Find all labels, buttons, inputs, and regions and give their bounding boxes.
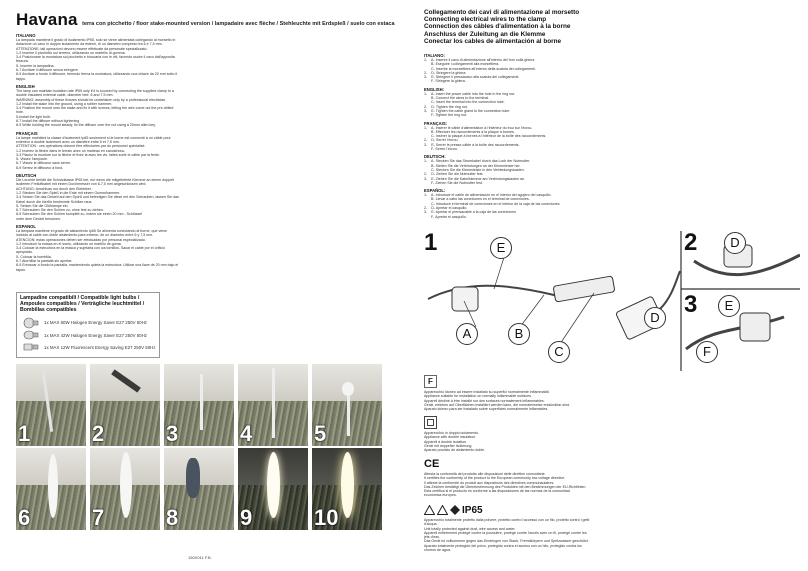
symbol-description-line: Appliance with double insulation. [424,435,477,440]
instruction-line: tappo. [16,76,26,81]
instruction-line: 2- D- Serrer l'écrou. [424,138,459,143]
connection-heading: Connection des câbles d'alimentation à la borne [424,23,571,31]
section-heading: FRANÇAIS [16,130,38,136]
connection-heading: Conectar los cables de alimentación al borne [424,37,562,45]
diagram-label-a: A [456,323,478,345]
symbol-description-line: jets d'eau. [424,535,441,540]
instruction-line: tapón. [16,267,26,272]
instruction-line: 3- E- Stringere il pressacavo alla scatola dei collegamenti. [424,75,520,80]
instruction-line: C- Introducir el terminal de conexiones en el interior de la caja de las conexiones. [424,201,561,206]
symbol-description-line: Apparecchio totalmente protetto dalla polvere, protetto contro l'accesso con un filo, protetto contro i getti [424,518,590,522]
instruction-line: 8-9 Serrez le diffuseur à fond. [16,165,64,170]
symbol-description-line: Appareil entièrement protégé contre la poussière, protégé contre l'accès avec un fil, protégé contre les [424,530,587,535]
double-insulation-icon [424,416,437,429]
step-number-2: 2 [92,421,105,446]
instruction-line: double insulated external cable, diameter betr. 6 and 7.5 mm. [16,93,114,98]
instruction-line: 6-7 Atornillar la pantalla sin apretar. [16,259,73,264]
symbol-description-line: Aparato idóneo para ser instalado sobre superficies normalmente inflamables. [424,407,549,412]
symbol-description-line: Esta certifica si el producto es conforme a las disposiciones de las normas de la comunidad [424,489,570,494]
step-photo-1 [16,364,86,446]
instruction-line: 5- Colocar la bombilla. [16,254,52,259]
flammable-surface-icon: F [424,375,437,388]
diagram-label-c: C [548,341,570,363]
symbol-description-line: Das Gerät ist vollkommen gegen das Eindringen von Staub, Fremdkörpern und Spritzwasser geschützt. [424,539,589,544]
bulb-12w-icon [23,342,39,352]
section-heading: ITALIANO [16,33,36,38]
instruction-line: F- Tighten the ring nut. [424,113,468,118]
step-number-5: 5 [314,421,327,446]
instruction-line: The lamp can maintain isolation rate IP65 only if it is sourced by connecting the supplied clamp to a [16,88,174,93]
instruction-line: 1-2 Introducir la estaca en el suelo, utilizando un martillo de goma. [16,241,122,246]
bulb-42w-icon [23,330,39,340]
instruction-line: 6-7 Schrauben Sie den Schirm zu, ohne fest zu ziehen. [16,208,104,213]
instruction-line: B- Llevar a cabo las conexiones en el terminal de conexiones. [424,197,530,202]
bulb-line-2: 1x MAX 42W Halogen Energy Saver E27 250V 50Hz [44,333,147,338]
instruction-line: 3-4 Setzen Sie das Gestell auf den Spieß und befestigen Sie diese mit den Schrauben, lassen Sie das [16,195,179,200]
bulb-line-3: 1x MAX 12W Fluorescent Energy Saving E27 250V 50Hz [44,345,156,350]
symbol-description-line: Apparecchio in doppio isolamento. [424,431,479,435]
symbol-description-line: Appareil à double isolation. [424,439,468,444]
instruction-line: dotazione un cavo in doppio isolamento da esterni, di un diametro compreso tra 6 e 7,5 mm. [16,42,163,47]
instruction-line: 1- A- Insert the power cable into the hole in the ring nut. [424,91,516,96]
diagram-label-d1: D [644,307,666,329]
instruction-line: 6-7 Vissez le diffuseur sans serrer. [16,161,71,166]
instruction-line: C- Insert the terminal into the connection tube. [424,100,505,105]
symbol-description-line: Aparato totalmente protegido del polvo, protegido contra el acceso con un hilo, protegido contra los [424,543,582,548]
wiring-diagram [424,231,800,371]
instruction-line: Die Leuchte behält die Schutzklasse IP65 bei, nur wenn die mitgelieferte Klemme an einem doppelt [16,178,175,183]
step-number-6: 6 [18,505,31,530]
compatible-bulbs-box [16,292,160,358]
diagram-label-e2: E [718,295,740,317]
instruction-line: 1-2 Install the stake into the ground, using a rubber hammer. [16,101,113,106]
ip65-icon-group [424,504,794,516]
instruction-line: 6-7 Avvitare il diffusore senza stringere. [16,68,79,73]
instruction-line: La lámpara mantiene el grado de aislamiento Ip65 Se alimenta conectando al borne, que viene [16,228,168,233]
symbol-ip65-text [424,518,794,552]
instruction-line: 5-Install the light bulb. [16,114,51,119]
step-photo-3 [164,364,234,446]
instruction-line: incluido al cable con doble aislamiento para exterior, de un diametro entre 6 y 7,5 mm. [16,233,154,238]
section-heading: ENGLISH: [424,86,445,92]
instruction-line: 1- A- Stecken Sie das Stromkabel durch das Loch der Nutmutter. [424,159,531,164]
symbol-f-text [424,390,794,411]
warning-triangle-icon [437,505,448,515]
instruction-line: 1- A- Inserire il cavo di alimentazione all'interno del foro sulla ghiera [424,58,535,62]
instruction-line: B- Stellen Sie die Verbindungen an der Klemmleiste her. [424,163,521,168]
connection-heading: Connecting electrical wires to the clamp [424,16,547,24]
step-number-3: 3 [166,421,179,446]
diagram-label-f: F [696,341,718,363]
symbol-description-line: Il atteste la conformité du produit aux dispositions des directives communautaires. [424,480,555,485]
symbol-description-line: Aparato provisto de aislamiento doble. [424,448,486,453]
symbol-description-line: Gerät, welches auf Oberflächen installiert werden kann, die normalerweise entzündbar sind. [424,402,571,407]
instruction-line: apropiado. [16,250,33,255]
instruction-line: C- Insérer la plaque à bornes à l'intérieur de la boîte des raccordements. [424,134,547,139]
symbol-description-line: It certifies the conformity of the product to the European community low voltage directive. [424,476,566,481]
instruction-line: 1-2 Inserire il picchetto sul terreno, utilizzando un martello di gomma. [16,50,126,55]
connection-instructions [424,50,784,219]
instruction-line: 3- E- Serrer le presse-câble à la boîte des raccordements. [424,142,520,147]
instruction-line: ATTENZIONE: tali operazioni devono essere effettuate da personale specializzato. [16,46,148,51]
instruction-line: 3-4 Colocar la estructura en la estaca y sujetarla con los tornillos. Sacar el cable por el orificio [16,246,166,251]
diagram-step-3: 3 [684,291,698,318]
step-number-8: 8 [166,505,179,530]
step-number-9: 9 [240,505,253,530]
step-number-4: 4 [240,421,253,446]
section-heading: ENGLISH [16,83,35,89]
connection-heading: Anschluss der Zuleitung an die Klemme [424,30,546,38]
instruction-line: 1-2 Insérez la flèche dans le terrain avec un marteau en caoutchouc. [16,148,126,153]
section-heading: DEUTSCH [16,173,37,179]
warning-triangle-icon [424,505,435,515]
instruction-line: B- Connect the wires to the terminal. [424,96,490,101]
instruction-line: La lampe maintient la classe d'isolement Ip65 seulement si le borne est connecté à un câble pour [16,135,171,140]
instruction-line: isolierten Freiluftkabel mit einem Durchmesser von 6-7,5 mm angeschlossen wird. [16,182,147,187]
instruction-line: 5- Inserire la lampadina. [16,63,55,68]
instruction-line: 1-2 Stecken Sie den Spieß in die Erde mit einem Gummihammer. [16,190,121,195]
section-heading: FRANÇAIS: [424,120,448,126]
title-row [16,10,396,30]
step-number-7: 7 [92,505,105,530]
instruction-line: 8-9 Avvitare a fondo il diffusore, tenendo ferma la montatura, utilizzando una chiave da 20 mm sotto il [16,72,178,77]
instruction-line: Kabel durch die hierfür bestimmte Schlitze raus. [16,199,93,204]
diagram-label-e1: E [490,237,512,259]
symbol-f-row [424,375,794,411]
symbol-description-line: Das Zeichen bestätigt die Übereinstimmung des Produktes mit den Bestimmungen der EU-Richtlinien. [424,484,587,489]
instruction-line: F- Stringere la ghiera. [424,79,466,84]
step-number-1: 1 [18,421,31,446]
step-photo-6 [16,448,86,530]
symbol-ip65-row [424,504,794,552]
ip65-label: IP65 [462,504,483,516]
instruction-line: 8-9 Enroscar a fondo la pantalla, manteniendo quieta la estructura. Utilizar una llave de 20 mm bajo el [16,263,179,268]
section-heading: DEUTSCH: [424,154,446,160]
instruction-line: 5- Setzen Sie die Glühlampe ein. [16,203,69,208]
instruction-line: unter dem Deckel benutzen. [16,216,61,221]
section-heading: ITALIANO: [424,53,445,58]
bulbs-heading: Lampadine compatibili / Compatible light bulbs / Ampoules compatibles / Verträgliche leuchtmittel / Bombillas compatibles [20,295,145,314]
step-photo-4 [238,364,308,446]
symbol-description-line: chorros de agua. [424,548,451,553]
instruction-line: C- Inserire la morsettiera all'interno della scatola dei collegamenti. [424,66,536,71]
symbol-double-insulation-row [424,416,794,452]
instruction-line: F- Ziehen Sie die Nutmutter fest. [424,180,483,185]
instruction-line: 3-4 Placez la monture sur la flèche et fixez la avec les vis, faites sortir le câble par la fente. [16,152,161,157]
instruction-line: 3-4 Posizionare la montatura sul picchetto e bloccarla con le viti, facendo uscire il cavo dall'apposita [16,55,175,60]
instruction-line: 3-4 Position the mount onto the stake and fix it with screws, letting the wire come out the pre-drilled [16,106,174,111]
instruction-line: ACHTUNG: Anschluss nur durch den Elektriker. [16,186,92,191]
diagram-step-1: 1 [424,229,438,256]
symbol-description-line: económica europea. [424,493,457,498]
symbol-ce-text [424,472,794,498]
step-number-10: 10 [314,505,339,530]
instruction-line: 6-7 Install the diffuser without tightening [16,119,80,124]
diagram-step-2: 2 [684,229,698,256]
section-heading: ESPANOL [16,223,36,229]
instruction-line: F- Apretar el casquillo. [424,214,467,219]
instruction-line: 2- D- Ziehen Sie die Nutmutter fest. [424,172,484,177]
symbol-description-line: Appliance suitable for installation on normally inflammable surfaces. [424,394,532,399]
bulb-line-1: 1x MAX 60W Halogen Energy Saver E27 250V 50Hz [44,320,147,325]
instruction-line: La lampada mantiene il grado di isolamento IP65, solo se viene alimentata collegando al morsetto in [16,38,176,42]
instruction-line: 2- D- Stringere la ghiera. [424,70,467,75]
symbol-ce-row [424,458,794,498]
instruction-line: B- Eseguire i collegamenti alla morsettiera. [424,62,500,67]
bulb-60w-icon [23,317,39,329]
instruction-line: 5- Vissez l'ampoule. [16,157,48,162]
step-photo-7 [90,448,160,530]
step-photo-10 [312,448,382,530]
symbol-description-line: Gerät mit doppelter Isolierung. [424,443,473,448]
page-subtitle: terra con picchetto / floor stake-mounted version / lampadaire avec flèche / Stehleuchte mit Erdspieß / suelo con estaca [82,21,395,27]
instruction-line: 2- D- Tighten the ring nut. [424,104,468,109]
instruction-line: B- Effectuer les raccordements à la plaque à bornes. [424,129,515,134]
symbol-double-insulation-text [424,431,794,452]
symbol-description-line: Attesta la conformità del prodotto alle disposizioni delle direttive comunitarie. [424,472,546,476]
instruction-line: ATTENTION : ces opérations doivent être effectuées par du personnel spécialisé. [16,144,146,149]
ce-mark-icon: CE [424,458,440,470]
instructions-text [16,30,246,272]
step-photo-8 [164,448,234,530]
instruction-line: extérieur à double isolement avec un diamètre entre 6 et 7,5 mm. [16,139,120,144]
instruction-line: ATENCION: estas operaciones deben ser efectuadas por personal especializado. [16,237,146,242]
instruction-line: 8-9 While holding the mount steady, fix the diffuser over the nut using a 20mm allen key. [16,123,156,128]
step-photo-2 [90,364,160,446]
symbol-description-line: Apparecchio idoneo ad essere installato su superfici normalmente infiammabili. [424,390,550,394]
step-photo-5 [312,364,382,446]
instruction-line: WARNING: assembly of these fixtures should be undertaken only by a professional electrician. [16,97,167,102]
section-heading: ESPAÑOL: [424,188,446,194]
diagram-label-b: B [508,323,530,345]
product-code: 150X011 F.B. [188,555,212,560]
step-photo-9 [238,448,308,530]
symbol-description-line: Unit totally protected against dust, wire access and water. [424,526,516,531]
instruction-line: 3- E- Ziehen Sie die Kabelklemme am Verbindungskasten an. [424,176,526,181]
instruction-line: 1- A- Introducir el cable de alimentación en el interior del agujero del casquillo. [424,193,552,198]
symbol-description-line: Appareil destiné à être installé sur des surfaces normalement inflammables. [424,398,545,403]
connection-headings [424,9,784,45]
connection-heading: Collegamento dei cavi di alimentazione al morsetto [424,9,580,16]
diamond-icon [450,505,460,515]
instruction-line: F- Serrer l'écrou. [424,147,458,152]
instruction-line: hole. [16,110,24,115]
instruction-line: 2- D- Apretar el casquillo. [424,206,468,211]
instruction-line: 3- E- Apretar el prensacable a la caja de las conexiones [424,210,516,215]
diagram-lines [424,231,800,371]
instruction-line: fessura. [16,59,29,64]
right-page [404,0,808,571]
instruction-line: 8-9 Schrauben Sie den Schirm komplett zu, indem sie einen 20 mm - Schlüssel [16,212,143,217]
instruction-line: 1- A- Insérer le câble d'alimentation à l'intérieur du trou sur l'écrou. [424,125,533,130]
symbol-description-line: d'acqua. [424,522,438,527]
instruction-line: C- Stecken Sie die Klemmleiste in den Verbindungskasten. [424,167,525,172]
page-title: Havana [16,10,78,29]
diagram-label-d2: D [724,232,746,254]
instruction-line: 3- E- Tighten the cable gland to the connection tube. [424,108,511,113]
